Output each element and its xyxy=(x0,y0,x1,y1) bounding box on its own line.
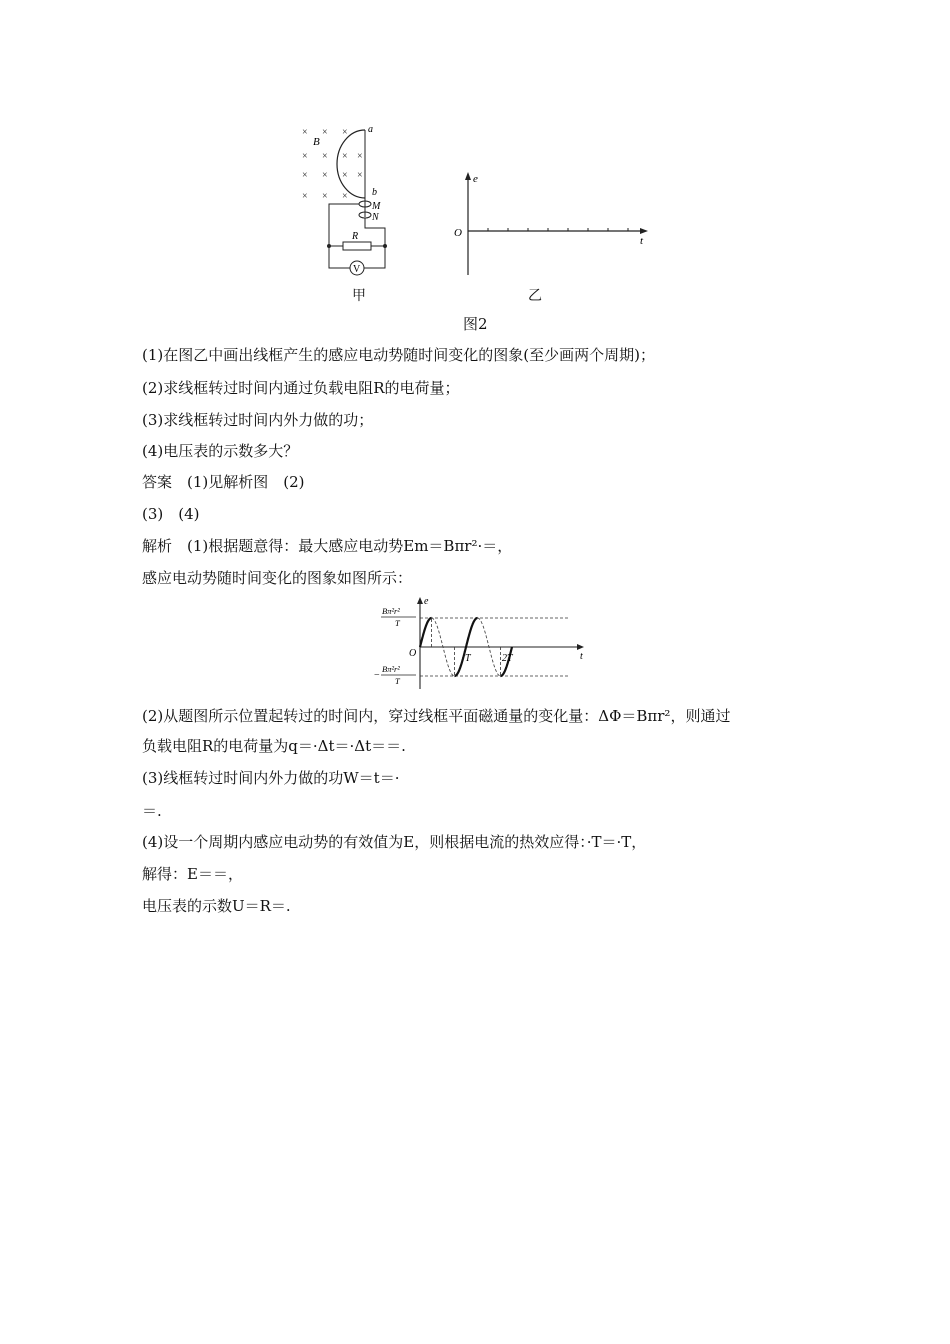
magnetic-field-crosses xyxy=(302,127,363,202)
svg-text:×: × xyxy=(322,191,328,202)
svg-text:T: T xyxy=(395,676,400,686)
analysis-6: ＝. xyxy=(142,802,162,820)
label-yi: 乙 xyxy=(528,288,542,304)
emf-time-chart xyxy=(375,595,595,695)
svg-text:Bπ²r²: Bπ²r² xyxy=(382,664,400,674)
axis-label-t: t xyxy=(580,651,583,662)
emf-curve-solid xyxy=(420,618,432,647)
answer-line-1: 答案 (1)见解析图 (2) xyxy=(142,473,305,491)
figure-caption: 图2 xyxy=(463,315,488,333)
y-axis-arrow xyxy=(417,597,423,604)
analysis-3: (2)从题图所示位置起转过的时间内，穿过线框平面磁通量的变化量：ΔΦ＝Bπr²，则通过 xyxy=(142,707,731,725)
analysis-7: (4)设一个周期内感应电动势的有效值为E，则根据电流的热效应得：·T＝·T， xyxy=(142,833,647,851)
answer-line-2: (3) (4) xyxy=(142,505,200,523)
axis-label-t: t xyxy=(640,235,644,247)
svg-text:×: × xyxy=(322,170,328,181)
axis-label-e: e xyxy=(473,173,478,185)
label-M: M xyxy=(372,201,381,212)
origin-label: O xyxy=(409,648,417,659)
tick-label-T: T xyxy=(465,653,471,664)
origin-label: O xyxy=(454,227,462,239)
svg-text:×: × xyxy=(342,151,348,162)
semicircle-frame xyxy=(337,130,365,198)
label-N: N xyxy=(372,212,379,223)
y-tick-min xyxy=(374,664,416,686)
svg-text:×: × xyxy=(342,170,348,181)
label-R: R xyxy=(352,231,359,242)
analysis-1: 解析 (1)根据题意得：最大感应电动势Em＝Bπr²·＝， xyxy=(142,537,513,555)
y-tick-max xyxy=(381,606,416,628)
svg-text:×: × xyxy=(302,127,308,138)
label-jia: 甲 xyxy=(352,288,366,304)
svg-text:×: × xyxy=(342,191,348,202)
svg-text:×: × xyxy=(357,151,363,162)
tick-label-2T: 2T xyxy=(502,653,513,664)
question-4: (4)电压表的示数多大？ xyxy=(142,442,299,460)
svg-text:T: T xyxy=(395,618,400,628)
question-2: (2)求线框转过时间内通过负载电阻R的电荷量； xyxy=(142,379,460,397)
analysis-5: (3)线框转过时间内外力做的功W＝t＝· xyxy=(142,769,400,787)
svg-text:×: × xyxy=(302,170,308,181)
analysis-8: 解得：E＝＝， xyxy=(142,865,243,883)
svg-text:×: × xyxy=(302,151,308,162)
svg-text:×: × xyxy=(357,170,363,181)
label-V: V xyxy=(353,264,361,275)
svg-text:×: × xyxy=(302,191,308,202)
question-3: (3)求线框转过时间内外力做的功； xyxy=(142,411,374,429)
svg-text:×: × xyxy=(322,127,328,138)
label-b: b xyxy=(372,187,377,198)
resistor-R xyxy=(343,242,371,250)
analysis-2: 感应电动势随时间变化的图象如图所示： xyxy=(142,569,413,587)
label-a: a xyxy=(368,124,373,135)
svg-text:Bπ²r²: Bπ²r² xyxy=(382,606,400,616)
x-axis-arrow xyxy=(577,644,584,650)
label-B: B xyxy=(313,136,320,148)
question-1: (1)在图乙中画出线框产生的感应电动势随时间变化的图象(至少画两个周期)； xyxy=(142,346,655,364)
svg-text:×: × xyxy=(322,151,328,162)
analysis-9: 电压表的示数U＝R＝. xyxy=(142,897,291,915)
figure-yi-axes xyxy=(450,170,650,280)
svg-text:×: × xyxy=(342,127,348,138)
axis-label-e: e xyxy=(424,596,429,607)
figure-jia-circuit xyxy=(295,122,405,282)
analysis-4: 负载电阻R的电荷量为q＝·Δt＝·Δt＝＝. xyxy=(142,737,406,755)
svg-text:−: − xyxy=(374,670,380,681)
